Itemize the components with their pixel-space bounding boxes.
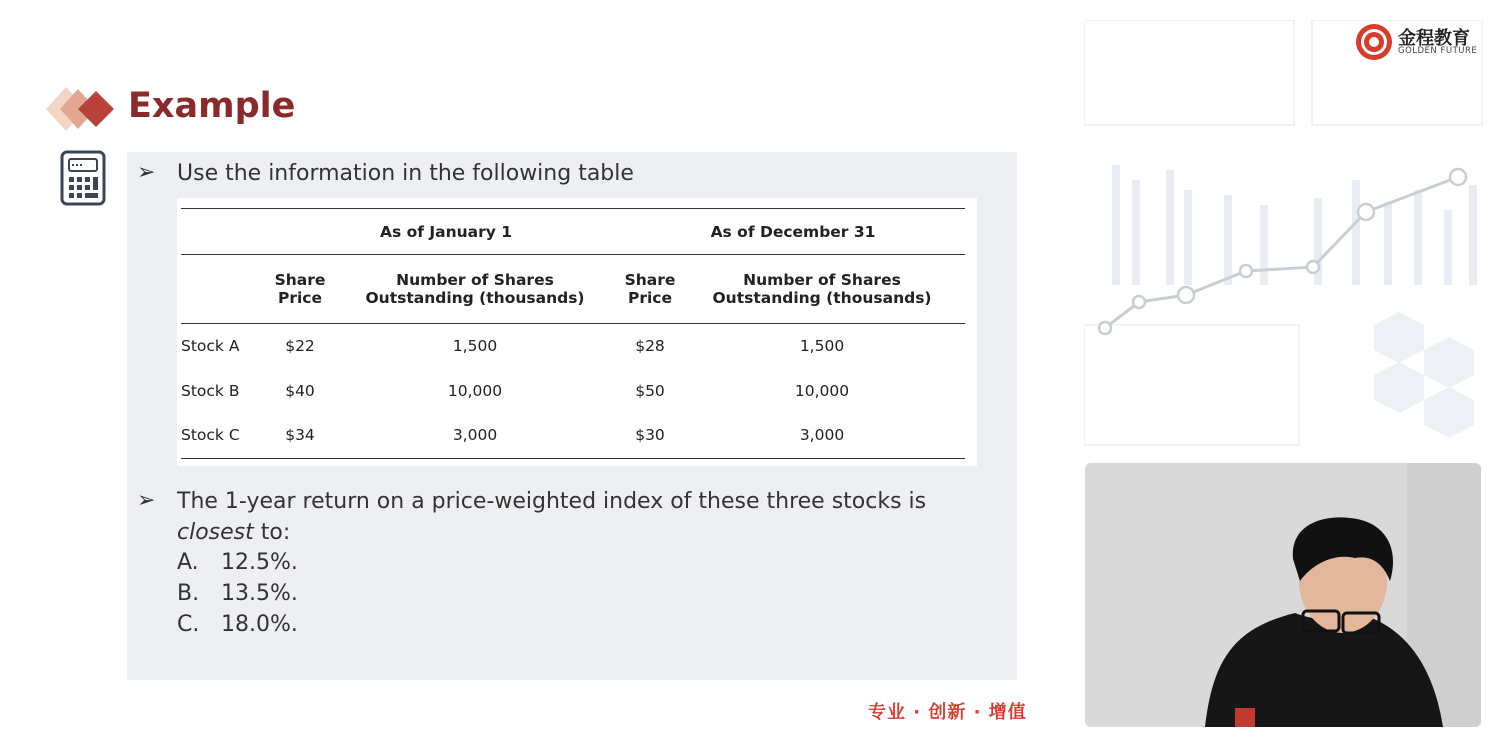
choice-a: A. 12.5%. [177,550,298,575]
table-row: Stock B $40 10,000 $50 10,000 [181,381,850,400]
arrow-bullet-icon: ➢ [137,160,156,185]
group-header-row [181,209,965,255]
column-header-row [181,255,965,323]
choice-b: B. 13.5%. [177,581,298,606]
logo-text-cn: 金程教育 [1398,28,1470,49]
logo-seal-icon [1354,22,1394,62]
slide-title: Example [128,86,296,126]
group-header-dec: As of December 31 [710,222,876,241]
question-text [177,486,997,548]
question-line2 [177,517,997,548]
brand-logo [1354,22,1486,62]
footer-slogan: 专业 · 创新 · 增值 [868,702,1027,723]
diamond-bullet-icon [44,84,124,134]
question-line2-rest: to: [253,520,291,545]
col-dec-shares: Number of Shares Outstanding (thousands) [712,270,932,307]
intro-text: Use the information in the following table [177,161,634,186]
col-jan-shares: Number of Shares Outstanding (thousands) [365,270,585,307]
question-line1: The 1-year return on a price-weighted index of these three stocks is [177,489,927,514]
col-jan-price: Share Price [274,270,326,307]
col-dec-price: Share Price [624,270,676,307]
group-header-jan: As of January 1 [379,222,513,241]
content-panel [127,152,1017,680]
data-table-card [177,198,977,466]
stock-table [181,208,965,459]
webcam-feed [1085,463,1481,727]
logo-text-en: GOLDEN FUTURE [1398,46,1478,56]
arrow-bullet-icon: ➢ [137,488,156,513]
table-row: Stock C $34 3,000 $30 3,000 [181,413,965,458]
calculator-icon [60,150,106,206]
presenter-video [1085,463,1481,727]
background-decoration [1084,20,1484,450]
answer-choices [177,547,298,640]
question-emphasis: closest [177,520,254,545]
table-row: Stock A $22 1,500 $28 1,500 [181,336,845,355]
choice-c: C. 18.0%. [177,612,298,637]
slide-title-bar [44,84,444,134]
